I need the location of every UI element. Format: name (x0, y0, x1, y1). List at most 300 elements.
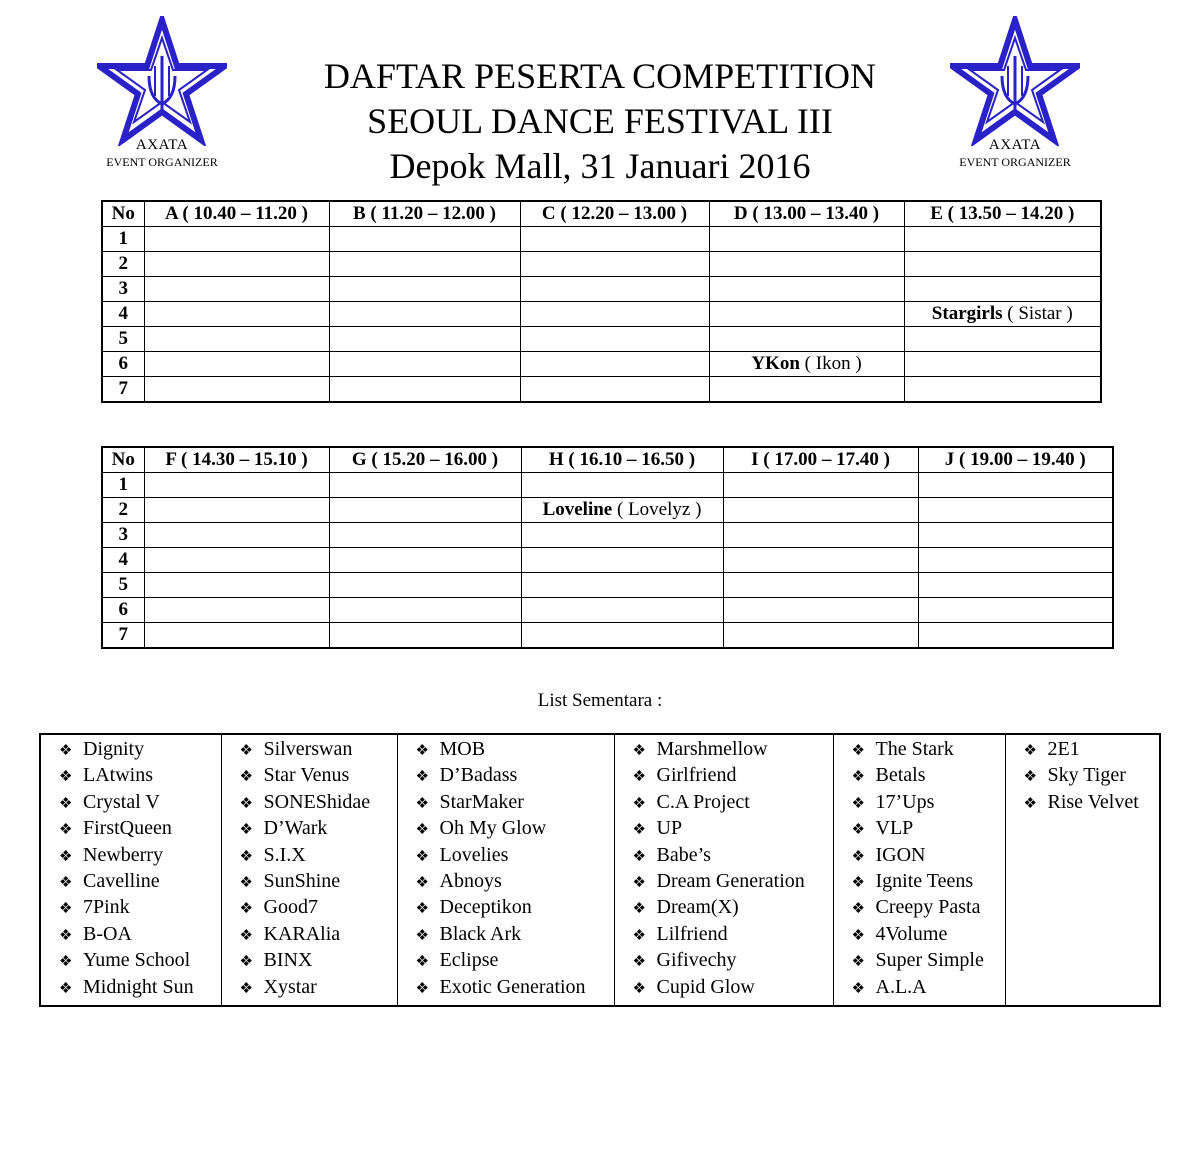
table-row (102, 227, 1101, 252)
axata-logo-left (97, 16, 227, 169)
list-item (633, 790, 833, 816)
table-header-row (102, 201, 1101, 227)
star-logo-icon (950, 16, 1080, 146)
list-item (416, 763, 614, 789)
column-header-slot: G ( 15.20 – 16.00 ) (329, 447, 521, 473)
list-item (633, 895, 833, 921)
list-item (59, 843, 221, 869)
diamond-bullet-icon: ❖ (851, 901, 865, 918)
list-item-label: Lilfriend (656, 922, 728, 945)
list-item-label: 7Pink (83, 896, 130, 919)
list-item-label: Silverswan (263, 738, 353, 760)
list-item-label: 17’Ups (875, 790, 935, 813)
diamond-bullet-icon: ❖ (851, 795, 865, 812)
table-cell (144, 573, 329, 598)
diamond-bullet-icon: ❖ (415, 980, 429, 997)
list-item-label: Girlfriend (656, 764, 737, 787)
diamond-bullet-icon: ❖ (59, 848, 73, 865)
list-item (852, 975, 1005, 1001)
row-number: 3 (102, 277, 144, 302)
list-item (633, 816, 833, 842)
table-cell (520, 377, 709, 403)
title-line-1: DAFTAR PESERTA COMPETITION (323, 56, 877, 96)
star-logo-icon (97, 16, 227, 146)
diamond-bullet-icon: ❖ (851, 980, 865, 997)
list-item (633, 843, 833, 869)
table-cell (329, 623, 521, 649)
list-item-label: Eclipse (439, 949, 499, 972)
list-item-label: MOB (439, 738, 486, 760)
schedule-table-1 (101, 200, 1102, 403)
list-item-label: Gifivechy (656, 949, 737, 972)
diamond-bullet-icon: ❖ (632, 875, 646, 892)
list-item-label: SONEShidae (263, 790, 371, 813)
group-name: YKon (751, 353, 800, 374)
list-item (852, 922, 1005, 948)
table-cell (918, 598, 1113, 623)
table-cell (144, 252, 329, 277)
column-header-slot: J ( 19.00 – 19.40 ) (918, 447, 1113, 473)
table-cell (918, 498, 1113, 523)
diamond-bullet-icon: ❖ (59, 980, 73, 997)
table-cell (329, 377, 520, 403)
table-cell (520, 352, 709, 377)
list-item-label: Exotic Generation (439, 975, 586, 998)
row-number: 4 (102, 302, 144, 327)
table-cell (144, 548, 329, 573)
table-cell (521, 473, 723, 498)
diamond-bullet-icon: ❖ (632, 743, 646, 759)
column-header-slot: C ( 12.20 – 13.00 ) (520, 201, 709, 227)
table-cell (144, 327, 329, 352)
row-number: 3 (102, 523, 144, 548)
diamond-bullet-icon: ❖ (239, 954, 253, 971)
list-item (633, 763, 833, 789)
list-item (852, 895, 1005, 921)
table-cell (723, 523, 918, 548)
list-item (416, 843, 614, 869)
table-row (102, 252, 1101, 277)
group-name: Stargirls (931, 303, 1003, 324)
diamond-bullet-icon: ❖ (239, 875, 253, 892)
list-item-label: Crystal V (83, 790, 160, 813)
list-item (416, 948, 614, 974)
table-cell (144, 498, 329, 523)
table-cell (709, 277, 904, 302)
list-item (852, 790, 1005, 816)
table-cell (904, 227, 1101, 252)
cover-artist: ( Ikon ) (799, 353, 862, 374)
title-line-3: Depok Mall, 31 Januari 2016 (389, 146, 811, 186)
table-cell (709, 252, 904, 277)
list-item (59, 922, 221, 948)
list-item (240, 843, 397, 869)
list-item (59, 737, 221, 763)
table-row (102, 598, 1113, 623)
table-cell (723, 548, 918, 573)
table-cell (329, 548, 521, 573)
list-item-label: Marshmellow (656, 738, 768, 760)
table-cell (520, 327, 709, 352)
list-item-label: FirstQueen (83, 817, 172, 840)
column-header-no: No (102, 201, 144, 227)
list-column (1005, 734, 1160, 1006)
table-cell-entry (521, 498, 723, 523)
table-cell (144, 523, 329, 548)
list-item (416, 975, 614, 1001)
list-item-label: SunShine (263, 870, 341, 893)
table-cell (144, 623, 329, 649)
diamond-bullet-icon: ❖ (632, 954, 646, 971)
list-item-label: Lovelies (439, 843, 509, 866)
row-number: 1 (102, 473, 144, 498)
list-item (1024, 763, 1160, 789)
table-cell (918, 523, 1113, 548)
diamond-bullet-icon: ❖ (1023, 795, 1037, 812)
table-cell (520, 227, 709, 252)
list-item (852, 843, 1005, 869)
list-item (852, 816, 1005, 842)
list-item-label: Ignite Teens (875, 870, 974, 893)
list-item-label: Newberry (83, 843, 163, 866)
table-cell (329, 302, 520, 327)
list-item (852, 869, 1005, 895)
list-column (221, 734, 397, 1006)
list-item (59, 790, 221, 816)
diamond-bullet-icon: ❖ (851, 927, 865, 944)
list-item (633, 948, 833, 974)
logo-name: AXATA (135, 137, 189, 153)
table-cell (521, 573, 723, 598)
column-header-slot: H ( 16.10 – 16.50 ) (521, 447, 723, 473)
row-number: 5 (102, 573, 144, 598)
list-item (416, 737, 614, 763)
list-item (416, 816, 614, 842)
row-number: 7 (102, 623, 144, 649)
group-name: Loveline (542, 499, 613, 520)
axata-logo-right (950, 16, 1080, 169)
diamond-bullet-icon: ❖ (851, 875, 865, 892)
diamond-bullet-icon: ❖ (415, 875, 429, 892)
diamond-bullet-icon: ❖ (415, 769, 429, 786)
table-cell (144, 377, 329, 403)
table-cell (723, 623, 918, 649)
list-item (59, 816, 221, 842)
list-item-label: VLP (875, 817, 914, 840)
table-cell-entry (709, 352, 904, 377)
diamond-bullet-icon: ❖ (239, 822, 253, 839)
list-item (852, 737, 1005, 763)
logo-subtitle: EVENT ORGANIZER (106, 155, 218, 169)
list-item-label: KARAlia (263, 922, 341, 945)
list-item (240, 869, 397, 895)
diamond-bullet-icon: ❖ (415, 822, 429, 839)
table-header-row (102, 447, 1113, 473)
table-cell (521, 598, 723, 623)
list-item (1024, 737, 1160, 763)
list-item-label: Oh My Glow (439, 817, 547, 840)
list-item-label: Dream(X) (656, 896, 739, 919)
table-cell (521, 523, 723, 548)
table-cell (329, 252, 520, 277)
table-cell (520, 302, 709, 327)
list-item (240, 790, 397, 816)
list-item (633, 869, 833, 895)
table-cell (329, 598, 521, 623)
list-item (852, 763, 1005, 789)
diamond-bullet-icon: ❖ (851, 954, 865, 971)
list-title: List Sementara : (537, 690, 663, 711)
table-cell (144, 598, 329, 623)
table-cell (329, 327, 520, 352)
list-item-label: 2E1 (1047, 738, 1080, 760)
table-cell (904, 252, 1101, 277)
list-item-label: Yume School (83, 949, 191, 972)
list-item-label: Babe’s (656, 843, 711, 866)
diamond-bullet-icon: ❖ (239, 743, 253, 759)
table-cell (904, 352, 1101, 377)
list-item (59, 948, 221, 974)
diamond-bullet-icon: ❖ (239, 795, 253, 812)
list-item-label: Sky Tiger (1047, 764, 1126, 787)
list-row (40, 734, 1160, 1006)
list-item-label: StarMaker (439, 790, 524, 813)
table-row (102, 377, 1101, 403)
column-header-slot: I ( 17.00 – 17.40 ) (723, 447, 918, 473)
row-number: 6 (102, 352, 144, 377)
list-item (240, 737, 397, 763)
diamond-bullet-icon: ❖ (59, 795, 73, 812)
table-cell (521, 548, 723, 573)
table-cell (329, 498, 521, 523)
diamond-bullet-icon: ❖ (239, 901, 253, 918)
table-cell-entry (904, 302, 1101, 327)
list-item (633, 737, 833, 763)
list-item (59, 975, 221, 1001)
table-cell (144, 473, 329, 498)
list-item-label: D’Wark (263, 817, 328, 840)
table-cell (918, 473, 1113, 498)
logo-subtitle: EVENT ORGANIZER (959, 155, 1071, 169)
list-item-label: Super Simple (875, 949, 984, 972)
list-item (416, 869, 614, 895)
list-column (397, 734, 614, 1006)
list-item-label: Betals (875, 764, 926, 787)
list-item-label: LAtwins (83, 764, 153, 787)
table-cell (723, 498, 918, 523)
list-item (416, 790, 614, 816)
table-cell (723, 598, 918, 623)
table-cell (709, 377, 904, 403)
column-header-no: No (102, 447, 144, 473)
diamond-bullet-icon: ❖ (415, 743, 429, 759)
list-item (240, 922, 397, 948)
table-cell (918, 623, 1113, 649)
column-header-slot: E ( 13.50 – 14.20 ) (904, 201, 1101, 227)
document-title (300, 54, 900, 189)
column-header-slot: D ( 13.00 – 13.40 ) (709, 201, 904, 227)
list-item-label: Creepy Pasta (875, 896, 981, 919)
list-item (59, 763, 221, 789)
table-cell (144, 302, 329, 327)
list-item-label: UP (656, 817, 683, 840)
row-number: 7 (102, 377, 144, 403)
diamond-bullet-icon: ❖ (851, 822, 865, 839)
list-item-label: BINX (263, 949, 313, 972)
list-item (59, 895, 221, 921)
table-cell (520, 277, 709, 302)
table-row (102, 573, 1113, 598)
diamond-bullet-icon: ❖ (239, 927, 253, 944)
list-item-label: Dignity (83, 738, 145, 760)
list-item (240, 816, 397, 842)
list-item-label: A.L.A (875, 975, 927, 998)
diamond-bullet-icon: ❖ (632, 980, 646, 997)
diamond-bullet-icon: ❖ (632, 927, 646, 944)
diamond-bullet-icon: ❖ (239, 769, 253, 786)
table-cell (904, 377, 1101, 403)
table-cell (918, 573, 1113, 598)
list-column (833, 734, 1005, 1006)
table-cell (329, 227, 520, 252)
diamond-bullet-icon: ❖ (632, 822, 646, 839)
diamond-bullet-icon: ❖ (1023, 769, 1037, 786)
table-row (102, 623, 1113, 649)
diamond-bullet-icon: ❖ (851, 743, 865, 759)
diamond-bullet-icon: ❖ (415, 927, 429, 944)
list-item-label: Midnight Sun (83, 975, 194, 998)
column-header-slot: B ( 11.20 – 12.00 ) (329, 201, 520, 227)
row-number: 6 (102, 598, 144, 623)
table-cell (709, 302, 904, 327)
list-item (852, 948, 1005, 974)
column-header-slot: A ( 10.40 – 11.20 ) (144, 201, 329, 227)
list-item-label: The Stark (875, 738, 954, 760)
list-item-label: Black Ark (439, 922, 522, 945)
list-item (1024, 790, 1160, 816)
list-column (40, 734, 221, 1006)
table-row (102, 498, 1113, 523)
cover-artist: ( Lovelyz ) (612, 499, 702, 520)
table-cell (709, 227, 904, 252)
diamond-bullet-icon: ❖ (59, 743, 73, 759)
table-row (102, 277, 1101, 302)
diamond-bullet-icon: ❖ (239, 848, 253, 865)
cover-artist: ( Sistar ) (1002, 303, 1073, 324)
table-cell (144, 352, 329, 377)
table-cell (723, 473, 918, 498)
table-cell (329, 277, 520, 302)
list-item-label: C.A Project (656, 790, 750, 813)
diamond-bullet-icon: ❖ (632, 795, 646, 812)
list-item-label: S.I.X (263, 843, 306, 866)
list-item-label: 4Volume (875, 922, 948, 945)
list-item (240, 895, 397, 921)
table-cell (329, 523, 521, 548)
table-cell (918, 548, 1113, 573)
table-cell (144, 227, 329, 252)
table-cell (904, 327, 1101, 352)
list-item-label: B-OA (83, 922, 132, 945)
table-cell (144, 277, 329, 302)
table-row (102, 302, 1101, 327)
table-cell (329, 352, 520, 377)
diamond-bullet-icon: ❖ (851, 769, 865, 786)
list-item (633, 922, 833, 948)
row-number: 2 (102, 498, 144, 523)
diamond-bullet-icon: ❖ (632, 901, 646, 918)
list-column (614, 734, 833, 1006)
column-header-slot: F ( 14.30 – 15.10 ) (144, 447, 329, 473)
row-number: 4 (102, 548, 144, 573)
diamond-bullet-icon: ❖ (632, 769, 646, 786)
table-cell (329, 473, 521, 498)
list-item-label: Rise Velvet (1047, 790, 1139, 813)
list-item (240, 948, 397, 974)
table-cell (521, 623, 723, 649)
logo-name: AXATA (988, 137, 1042, 153)
list-item-label: Good7 (263, 896, 318, 919)
list-item (240, 975, 397, 1001)
diamond-bullet-icon: ❖ (59, 901, 73, 918)
list-item (59, 869, 221, 895)
participant-list (39, 733, 1161, 1007)
table-row (102, 327, 1101, 352)
diamond-bullet-icon: ❖ (415, 848, 429, 865)
table-row (102, 523, 1113, 548)
diamond-bullet-icon: ❖ (851, 848, 865, 865)
diamond-bullet-icon: ❖ (1023, 743, 1037, 759)
list-item-label: Xystar (263, 975, 317, 998)
list-item-label: Cavelline (83, 870, 160, 893)
diamond-bullet-icon: ❖ (415, 795, 429, 812)
table-cell (329, 573, 521, 598)
diamond-bullet-icon: ❖ (59, 822, 73, 839)
list-item (633, 975, 833, 1001)
list-item-label: D’Badass (439, 764, 518, 787)
diamond-bullet-icon: ❖ (59, 875, 73, 892)
row-number: 5 (102, 327, 144, 352)
diamond-bullet-icon: ❖ (632, 848, 646, 865)
diamond-bullet-icon: ❖ (59, 769, 73, 786)
list-item-label: Star Venus (263, 764, 350, 787)
list-item (416, 895, 614, 921)
table-cell (723, 573, 918, 598)
list-item-label: Dream Generation (656, 870, 805, 893)
schedule-table-2 (101, 446, 1114, 649)
row-number: 1 (102, 227, 144, 252)
table-row (102, 548, 1113, 573)
row-number: 2 (102, 252, 144, 277)
diamond-bullet-icon: ❖ (415, 901, 429, 918)
diamond-bullet-icon: ❖ (59, 927, 73, 944)
list-item-label: Abnoys (439, 870, 502, 893)
list-item-label: IGON (875, 843, 926, 866)
table-row (102, 473, 1113, 498)
list-item-label: Cupid Glow (656, 975, 755, 998)
title-line-2: SEOUL DANCE FESTIVAL III (367, 101, 833, 141)
diamond-bullet-icon: ❖ (239, 980, 253, 997)
diamond-bullet-icon: ❖ (59, 954, 73, 971)
table-cell (904, 277, 1101, 302)
table-row (102, 352, 1101, 377)
list-item (416, 922, 614, 948)
diamond-bullet-icon: ❖ (415, 954, 429, 971)
list-item (240, 763, 397, 789)
list-item-label: Deceptikon (439, 896, 532, 919)
table-cell (520, 252, 709, 277)
table-cell (709, 327, 904, 352)
